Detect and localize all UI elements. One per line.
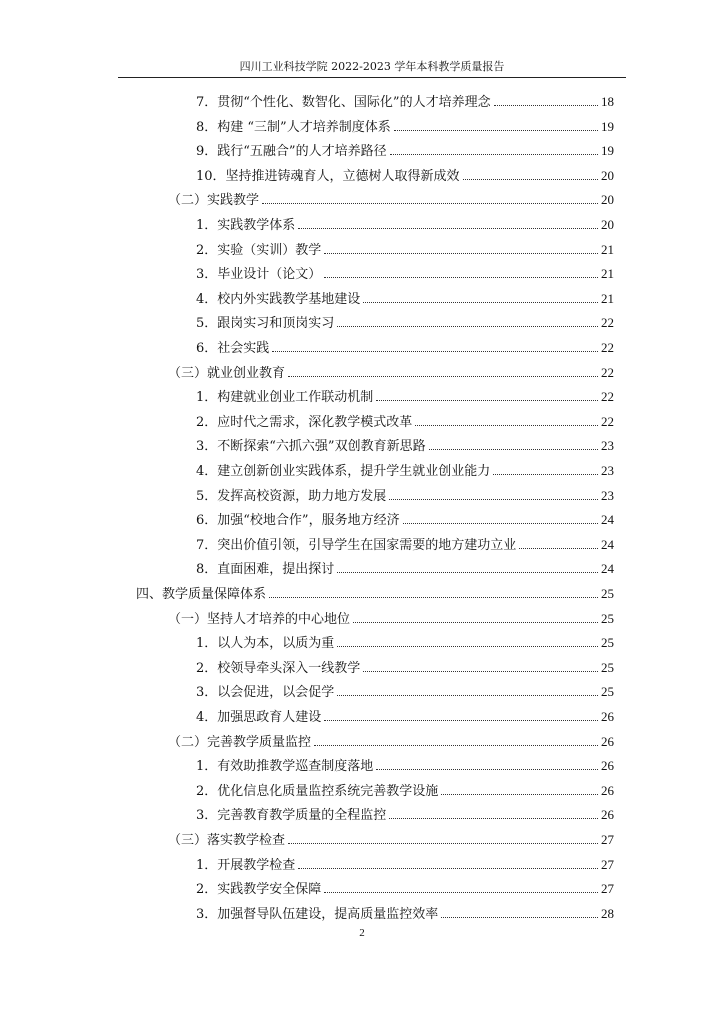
toc-entry-title: 9．践行“五融合”的人才培养路径 xyxy=(196,144,387,160)
toc-entry-page: 22 xyxy=(601,340,614,355)
toc-dot-leader xyxy=(298,868,598,869)
toc-dot-leader xyxy=(337,572,598,573)
toc-entry[interactable] xyxy=(196,459,614,483)
toc-entry[interactable] xyxy=(196,680,614,704)
toc-dot-leader xyxy=(493,474,598,475)
toc-entry[interactable] xyxy=(168,828,614,852)
toc-dot-leader xyxy=(415,425,598,426)
toc-entry-title: 5．发挥高校资源，助力地方发展 xyxy=(196,488,387,504)
toc-dot-leader xyxy=(494,105,598,106)
toc-entry-title: 7．突出价值引领，引导学生在国家需要的地方建功立业 xyxy=(196,537,517,553)
toc-entry[interactable] xyxy=(196,139,614,163)
toc-entry-page: 20 xyxy=(601,167,614,183)
toc-entry-page: 25 xyxy=(601,610,614,626)
toc-entry-title: （三）就业创业教育 xyxy=(168,365,286,381)
toc-entry-title: 1．以人为本，以质为重 xyxy=(196,636,335,652)
toc-entry-title: 8．直面困难，提出探讨 xyxy=(196,562,335,578)
toc-entry[interactable] xyxy=(168,361,614,385)
toc-entry-title: 8．构建 “三制”人才培养制度体系 xyxy=(196,119,391,135)
toc-entry-title: （二）实践教学 xyxy=(168,193,260,209)
toc-entry-page: 26 xyxy=(601,733,614,749)
toc-entry[interactable] xyxy=(196,287,614,311)
toc-dot-leader xyxy=(298,228,598,229)
toc-entry[interactable] xyxy=(196,336,614,360)
toc-dot-leader xyxy=(441,917,598,918)
toc-entry-page: 18 xyxy=(601,94,614,109)
toc-entry[interactable] xyxy=(196,238,614,262)
toc-entry[interactable] xyxy=(196,410,614,434)
toc-entry-page: 19 xyxy=(601,143,614,159)
toc-entry-page: 26 xyxy=(601,709,614,724)
toc-entry-title: 1．实践教学体系 xyxy=(196,218,296,233)
toc-entry-title: 4．加强思政育人建设 xyxy=(196,710,322,725)
toc-entry-title: 7．贯彻“个性化、数智化、国际化”的人才培养理念 xyxy=(196,95,491,110)
toc-dot-leader xyxy=(441,794,598,795)
toc-dot-leader xyxy=(337,646,598,647)
toc-entry[interactable] xyxy=(196,164,614,188)
toc-entry-page: 21 xyxy=(601,290,614,306)
page-header: 四川工业科技学院 2022-2023 学年本科教学质量报告 xyxy=(239,60,505,73)
toc-dot-leader xyxy=(324,277,598,278)
toc-entry[interactable] xyxy=(196,213,614,237)
toc-entry[interactable] xyxy=(196,385,614,409)
toc-entry[interactable] xyxy=(196,262,614,286)
toc-entry-page: 24 xyxy=(601,561,614,577)
toc-dot-leader xyxy=(262,203,598,204)
toc-dot-leader xyxy=(324,253,598,254)
toc-entry-title: 1．构建就业创业工作联动机制 xyxy=(196,390,374,406)
toc-entry-title: 3．以会促进，以会促学 xyxy=(196,685,335,701)
toc-entry-title: 四、教学质量保障体系 xyxy=(136,587,267,602)
toc-entry-title: 6．社会实践 xyxy=(196,341,270,356)
toc-entry-title: （二）完善教学质量监控 xyxy=(168,734,312,750)
toc-entry[interactable] xyxy=(196,508,614,532)
toc-entry-title: 2．校领导牵头深入一线教学 xyxy=(196,660,361,676)
toc-entry-page: 26 xyxy=(601,807,614,823)
toc-entry-title: 4．校内外实践教学基地建设 xyxy=(196,291,361,307)
toc-entry-page: 27 xyxy=(601,832,614,847)
toc-dot-leader xyxy=(390,154,598,155)
toc-entry[interactable] xyxy=(196,484,614,508)
toc-entry[interactable] xyxy=(196,557,614,581)
toc-entry-page: 25 xyxy=(601,659,614,675)
toc-entry[interactable] xyxy=(196,115,614,139)
toc-dot-leader xyxy=(394,130,598,131)
toc-entry-title: 3．毕业设计（论文） xyxy=(196,267,322,283)
toc-entry[interactable] xyxy=(196,656,614,680)
toc-entry[interactable] xyxy=(196,902,614,926)
toc-entry-page: 22 xyxy=(601,413,614,429)
toc-entry[interactable] xyxy=(196,90,614,114)
toc-dot-leader xyxy=(403,523,598,524)
toc-dot-leader xyxy=(429,449,598,450)
toc-entry-page: 27 xyxy=(601,856,614,872)
toc-entry-title: 2．优化信息化质量监控系统完善教学设施 xyxy=(196,783,439,799)
toc-entry-page: 25 xyxy=(601,635,614,651)
toc-dot-leader xyxy=(519,548,598,549)
toc-dot-leader xyxy=(389,499,598,500)
toc-entry-title: 2．实验（实训）教学 xyxy=(196,242,322,258)
header-divider xyxy=(118,77,626,78)
toc-dot-leader xyxy=(376,769,598,770)
toc-entry-title: 10．坚持推进铸魂育人，立德树人取得新成效 xyxy=(196,168,460,184)
toc-entry-page: 22 xyxy=(601,315,614,331)
toc-entry[interactable] xyxy=(196,311,614,335)
toc-entry[interactable] xyxy=(168,607,614,631)
toc-entry[interactable] xyxy=(196,705,614,729)
toc-dot-leader xyxy=(353,622,598,623)
toc-entry-page: 23 xyxy=(601,438,614,454)
toc-entry-title: （三）落实教学检查 xyxy=(168,833,286,848)
toc-entry-page: 25 xyxy=(601,684,614,700)
toc-dot-leader xyxy=(288,376,598,377)
toc-entry-page: 23 xyxy=(601,463,614,478)
toc-dot-leader xyxy=(324,892,598,893)
toc-entry-page: 24 xyxy=(601,512,614,528)
toc-entry-title: 2．应时代之需求，深化教学模式改革 xyxy=(196,414,413,430)
toc-entry[interactable] xyxy=(168,730,614,754)
toc-dot-leader xyxy=(288,843,598,844)
toc-entry-page: 28 xyxy=(601,905,614,921)
toc-entry-page: 27 xyxy=(601,881,614,897)
toc-dot-leader xyxy=(463,179,598,180)
toc-entry-title: 2．实践教学安全保障 xyxy=(196,882,322,898)
toc-entry-page: 23 xyxy=(601,487,614,503)
toc-entry[interactable] xyxy=(196,631,614,655)
toc-entry-page: 21 xyxy=(601,241,614,257)
toc-entry-page: 24 xyxy=(601,536,614,552)
toc-entry[interactable] xyxy=(196,877,614,901)
toc-entry[interactable] xyxy=(196,533,614,557)
toc-dot-leader xyxy=(269,597,598,598)
toc-entry-page: 26 xyxy=(601,758,614,774)
toc-entry[interactable] xyxy=(136,582,614,606)
toc-entry-page: 20 xyxy=(601,217,614,232)
toc-entry-title: 1．有效助推教学巡查制度落地 xyxy=(196,759,374,775)
toc-entry[interactable] xyxy=(196,779,614,803)
toc-entry-page: 22 xyxy=(601,389,614,405)
toc-entry-title: 1．开展教学检查 xyxy=(196,857,296,873)
toc-entry[interactable] xyxy=(196,754,614,778)
toc-entry-page: 26 xyxy=(601,782,614,798)
toc-entry-title: 3．加强督导队伍建设，提高质量监控效率 xyxy=(196,906,439,922)
toc-entry-title: 3．不断探索“六抓六强”双创教育新思路 xyxy=(196,439,426,455)
toc-dot-leader xyxy=(314,745,598,746)
toc-entry-title: （一）坚持人才培养的中心地位 xyxy=(168,611,351,627)
toc-entry-title: 3．完善教育教学质量的全程监控 xyxy=(196,808,387,824)
toc-entry-title: 5．跟岗实习和顶岗实习 xyxy=(196,316,335,332)
toc-entry[interactable] xyxy=(196,434,614,458)
page-number: 2 xyxy=(359,927,365,939)
toc-dot-leader xyxy=(324,720,598,721)
toc-entry-page: 21 xyxy=(601,266,614,282)
toc-dot-leader xyxy=(376,400,598,401)
toc-dot-leader xyxy=(272,351,598,352)
toc-entry[interactable] xyxy=(196,853,614,877)
toc-entry-page: 22 xyxy=(601,364,614,380)
toc-entry[interactable] xyxy=(196,803,614,827)
toc-entry-page: 20 xyxy=(601,192,614,208)
toc-dot-leader xyxy=(389,818,598,819)
toc-entry-page: 25 xyxy=(601,586,614,601)
toc-dot-leader xyxy=(363,671,598,672)
toc-dot-leader xyxy=(337,695,598,696)
toc-entry[interactable] xyxy=(168,188,614,212)
toc-entry-page: 19 xyxy=(601,118,614,134)
toc-entry-title: 4．建立创新创业实践体系，提升学生就业创业能力 xyxy=(196,464,491,479)
toc-dot-leader xyxy=(363,302,598,303)
toc-dot-leader xyxy=(337,326,598,327)
toc-entry-title: 6．加强“校地合作”，服务地方经济 xyxy=(196,513,400,529)
